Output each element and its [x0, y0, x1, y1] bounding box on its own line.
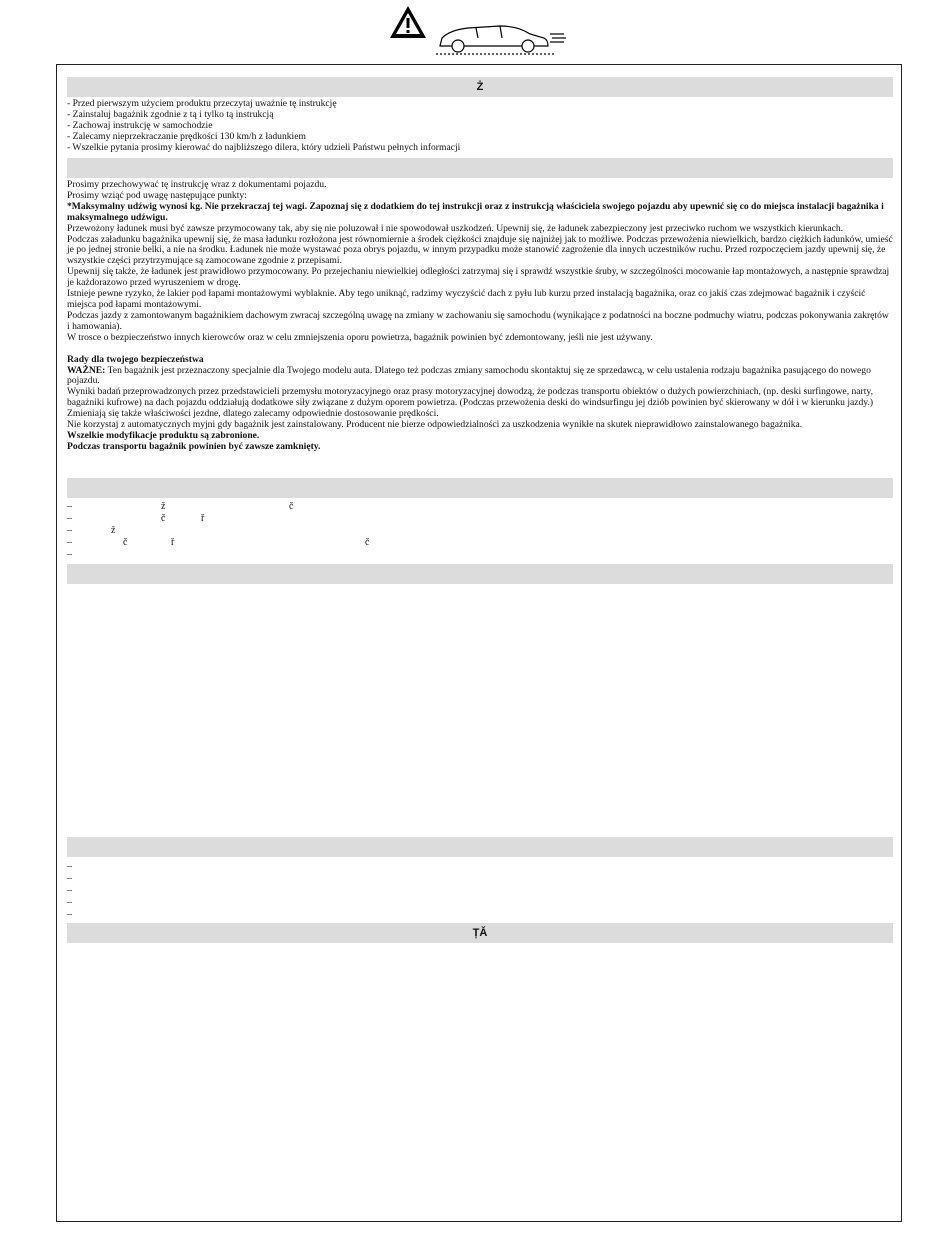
list-dash: –	[67, 861, 72, 872]
paragraph	[67, 366, 893, 388]
list-dash: –	[67, 525, 72, 536]
modification-warning: Wszelkie modyfikacje produktu są zabronione.	[67, 429, 260, 441]
car-icon	[436, 26, 566, 54]
list-item: - Zainstaluj bagażnik zgodnie z tą i tylko tą instrukcją	[67, 108, 274, 120]
glyph: ž	[161, 501, 166, 512]
paragraph: W trosce o bezpieczeństwo innych kierowców oraz w celu zmniejszenia oporu powietrza, bagażnik powinien być zdemontowany, jeśli nie jest używany.	[67, 331, 653, 343]
section4-title-bar	[67, 564, 893, 584]
section2-title-bar	[67, 158, 893, 178]
list-dash: –	[67, 885, 72, 896]
warning-triangle-icon	[390, 6, 426, 38]
list-dash: –	[67, 549, 72, 560]
safety-heading: Rady dla twojego bezpieczeństwa	[67, 353, 204, 365]
warning-car-icons	[388, 4, 568, 66]
list-dash: –	[67, 897, 72, 908]
list-item: - Zachowaj instrukcję w samochodzie	[67, 119, 213, 131]
list-dash: –	[67, 537, 72, 548]
section1-title: Ż	[476, 81, 484, 93]
paragraph: Istnieje pewne ryzyko, że lakier pod łapami montażowymi wyblaknie. Aby tego uniknąć, radzimy wyczyścić dach z pyłu lub kurzu przed instalacją bagażnika, oraz co jakiś czas zdejmować bagażnik i czyścić miejsca pod łapami montażowymi.	[67, 288, 866, 310]
section5-title-bar	[67, 837, 893, 857]
glyph: č	[123, 537, 128, 548]
glyph: ř	[201, 513, 205, 524]
glyph: č	[365, 537, 370, 548]
list-dash: –	[67, 501, 72, 512]
paragraph: Wyniki badań przeprowadzonych przez przedstawicieli przemysłu motoryzacyjnego oraz prasy motoryzacyjnej dowodzą, że podczas transportu obiektów o dużych powierzchniach, (np. deski surfingowe, narty, bagażniki kufrowe) na dach pojazdu oddziałują dodatkowe siły związane z dużym oporem powietrza. (Podczas przewożenia deski do windsurfingu jej dziób powinien być skierowany w dół i w kierunku jazdy.) Zmieniają się także właściwości jezdne, dlatego zalecamy odpowiednie dostosowanie prędkości.	[67, 386, 874, 420]
paragraph: Podczas załadunku bagażnika upewnij się, że masa ładunku rozłożona jest równomiernie a środek ciężkości znajduje się najniżej jak to możliwe. Podczas przewożenia niewielkich, bardzo ciężkich ładunków, umieść je po jednej stronie belki, a nie na środku. Ładunek nie może wystawać poza obrys pojazdu, w innym przypadku może stanowić zagrożenie dla innych uczestników ruchu. Przed rozpoczęciem jazdy upewnij się, że wszystkie części przytrzymujące są zamocowane zgodnie z przepisami.	[67, 233, 893, 267]
paragraph: Prosimy przechowywać tę instrukcję wraz z dokumentami pojazdu.	[67, 179, 327, 190]
glyph: ž	[111, 525, 116, 536]
list-item: - Wszelkie pytania prosimy kierować do najbliższego dilera, który udzieli Państwu pełnych informacji	[67, 141, 461, 153]
important-label: WAŻNE:	[67, 364, 106, 376]
paragraph: Nie korzystaj z automatycznych myjni gdy bagażnik jest zainstalowany. Producent nie bierze odpowiedzialności za uszkodzenia wynikłe na skutek nieprawidłowo zainstalowanego bagażnika.	[67, 419, 803, 431]
section6-title: ȚĂ	[472, 927, 488, 939]
glyph: ř	[171, 537, 175, 548]
section6-title-bar	[67, 923, 893, 943]
glyph: č	[161, 513, 166, 524]
paragraph: Podczas jazdy z zamontowanym bagażnikiem dachowym zwracaj szczególną uwagę na zmiany w zachowaniu się samochodu (wynikające z podatności na boczne podmuchy wiatru, podczas pokonywania zakrętów i hamowania).	[67, 309, 889, 332]
glyph: č	[289, 501, 294, 512]
list-dash: –	[67, 513, 72, 524]
max-load-warning: *Maksymalny udźwig wynosi kg. Nie przekraczaj tej wagi. Zapoznaj się z dodatkiem do tej instrukcji oraz z instrukcją właściciela swojego pojazdu aby upewnić się co do miejsca instalacji bagażnika i maksymalnego udźwigu.	[67, 200, 884, 223]
paragraph: Upewnij się także, że ładunek jest prawidłowo przymocowany. Po przejechaniu niewielkiej odległości zatrzymaj się i sprawdź wszystkie śruby, w szczególności mocowanie łap montażowych, a następnie sprawdzaj je każdorazowo przed wyruszeniem w drogę.	[67, 266, 890, 289]
section1-list	[67, 99, 893, 154]
list-item: - Zalecamy nieprzekraczanie prędkości 130 km/h z ładunkiem	[67, 130, 306, 142]
list-dash: –	[67, 909, 72, 920]
paragraph: Przewożony ładunek musi być zawsze przymocowany tak, aby się nie poluzował i nie spowodował uszkodzeń. Upewnij się, że ładunek zabezpieczony jest przeciwko ruchom we wszystkich kierunkach.	[67, 222, 844, 234]
list-dash: –	[67, 873, 72, 884]
section3-title-bar	[67, 478, 893, 498]
paragraph: Prosimy wziąć pod uwagę następujące punkty:	[67, 189, 247, 201]
list-item: - Przed pierwszym użyciem produktu przeczytaj uważnie tę instrukcję	[67, 98, 337, 109]
important-text: Ten bagażnik jest przeznaczony specjalnie dla Twojego modelu auta. Dlatego też podczas zmiany samochodu skontaktuj się ze sprzedawcą, w celu ustalenia rodzaju bagażnika pasującego do nowego pojazdu.	[67, 364, 871, 387]
transport-warning: Podczas transportu bagażnik powinien być zawsze zamknięty.	[67, 440, 321, 452]
section1-title-bar	[67, 77, 893, 97]
section2-body	[67, 180, 893, 453]
instruction-frame	[56, 64, 902, 1222]
